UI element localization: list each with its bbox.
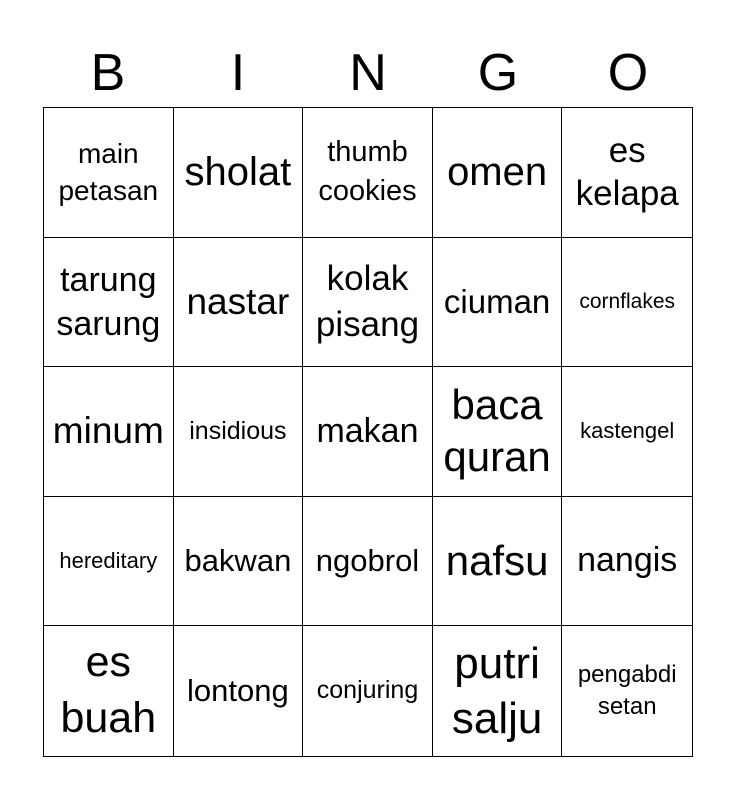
bingo-cell[interactable] [562, 497, 692, 627]
bingo-cell-label: putri salju [451, 639, 543, 744]
bingo-cell-label: ngobrol [315, 543, 420, 579]
bingo-cell-label: kolak pisang [315, 259, 420, 344]
bingo-cell[interactable] [562, 108, 692, 238]
bingo-cell[interactable] [433, 626, 563, 756]
bingo-cell-label: pengabdi setan [577, 660, 677, 721]
bingo-cell[interactable] [433, 238, 563, 368]
bingo-cell[interactable] [174, 497, 304, 627]
bingo-cell-label: makan [316, 411, 419, 450]
bingo-cell-label: kastengel [580, 418, 675, 444]
header-letter-o: O [607, 44, 649, 102]
bingo-cell-label: lontong [187, 673, 289, 709]
bingo-cell-label: cornflakes [579, 290, 676, 314]
bingo-cell-label: tarung sarung [56, 260, 161, 343]
header-letter-i: I [230, 44, 246, 102]
bingo-cell-label: nastar [186, 280, 290, 322]
bingo-cell-label: sholat [184, 150, 292, 195]
bingo-cell[interactable] [562, 367, 692, 497]
bingo-cell-label: es kelapa [575, 130, 679, 214]
bingo-cell[interactable] [303, 497, 433, 627]
bingo-cell[interactable] [562, 238, 692, 368]
bingo-cell[interactable] [44, 238, 174, 368]
bingo-cell[interactable] [174, 367, 304, 497]
bingo-cell-label: main petasan [58, 137, 159, 207]
bingo-cell-label: baca quran [443, 380, 551, 481]
bingo-cell[interactable] [44, 367, 174, 497]
bingo-cell[interactable] [303, 108, 433, 238]
bingo-cell-label: nangis [577, 541, 678, 580]
bingo-cell[interactable] [44, 108, 174, 238]
bingo-cell-label: es buah [60, 638, 157, 743]
header-letter-n: N [349, 44, 387, 102]
bingo-cell[interactable] [44, 497, 174, 627]
bingo-header [43, 40, 693, 106]
bingo-cell[interactable] [433, 367, 563, 497]
header-letter-b: B [90, 44, 126, 102]
bingo-cell-label: omen [447, 150, 548, 195]
bingo-cell[interactable] [303, 626, 433, 756]
bingo-cell-label: bakwan [184, 543, 292, 579]
bingo-cell[interactable] [433, 497, 563, 627]
bingo-board [43, 107, 693, 757]
bingo-cell[interactable] [303, 367, 433, 497]
bingo-cell-label: nafsu [445, 537, 549, 584]
bingo-cell[interactable] [303, 238, 433, 368]
bingo-cell[interactable] [174, 108, 304, 238]
bingo-cell-label: thumb cookies [318, 136, 417, 208]
bingo-cell-label: minum [52, 410, 164, 452]
bingo-cell[interactable] [174, 238, 304, 368]
bingo-cell[interactable] [562, 626, 692, 756]
bingo-cell-label: ciuman [443, 282, 551, 320]
bingo-cell-label: insidious [189, 416, 287, 445]
bingo-cell-label: conjuring [316, 676, 419, 705]
bingo-cell[interactable] [174, 626, 304, 756]
bingo-cell-label: hereditary [59, 548, 158, 573]
header-letter-g: G [477, 44, 519, 102]
bingo-cell[interactable] [44, 626, 174, 756]
bingo-cell[interactable] [433, 108, 563, 238]
